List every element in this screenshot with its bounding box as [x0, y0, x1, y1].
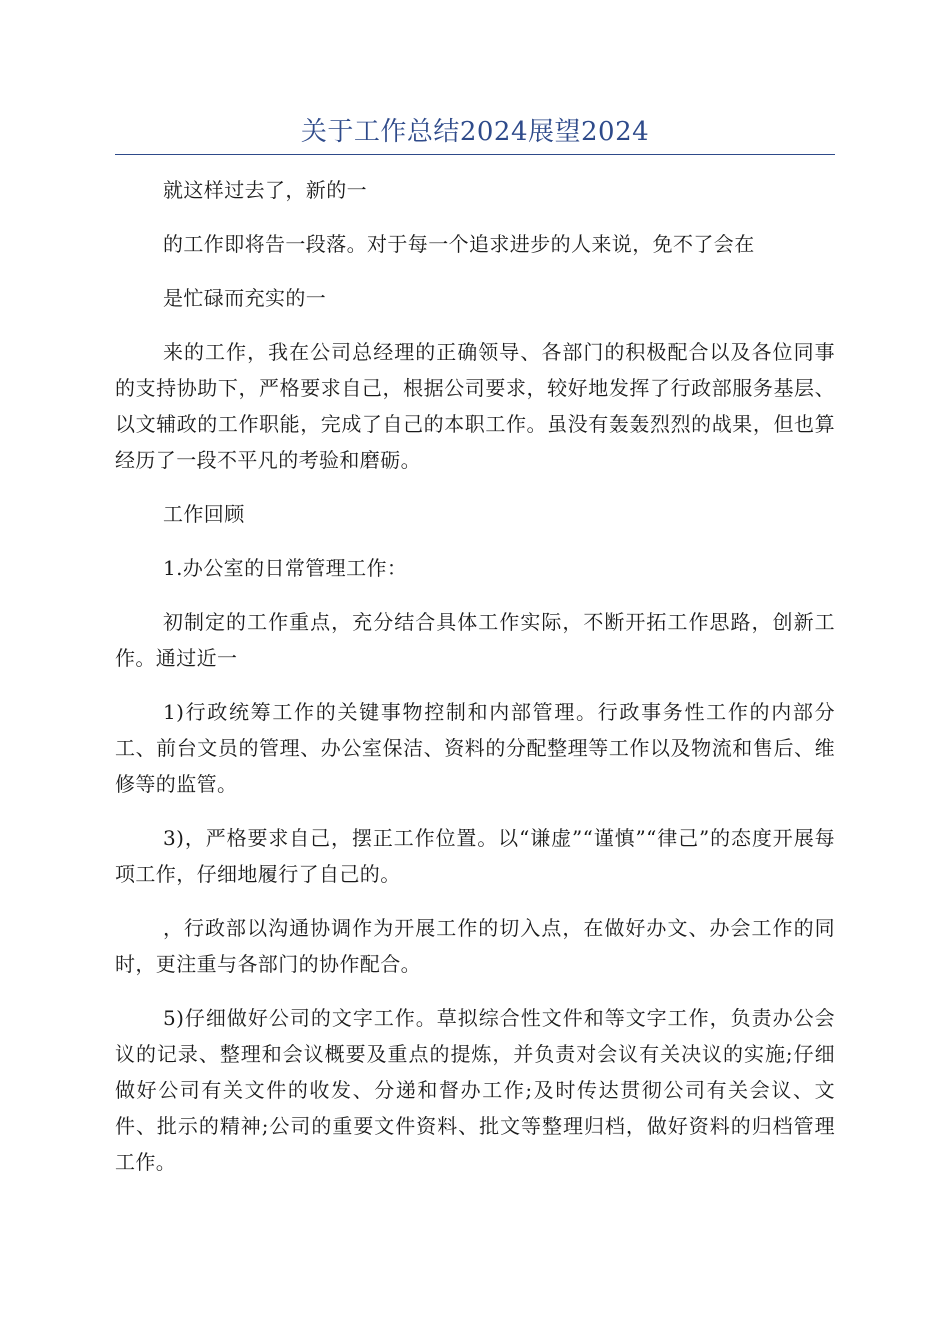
list-item: 1)行政统筹工作的关键事物控制和内部管理。行政事务性工作的内部分工、前台文员的管理、办公室保洁、资料的分配整理等工作以及物流和售后、维修等的监管。	[115, 700, 835, 796]
paragraph: 就这样过去了，新的一	[163, 178, 367, 202]
paragraph: 的工作即将告一段落。对于每一个追求进步的人来说，免不了会在	[163, 232, 755, 256]
paragraph: ，行政部以沟通协调作为开展工作的切入点，在做好办文、办会工作的同时，更注重与各部门的协作配合。	[115, 916, 835, 976]
list-item: 5)仔细做好公司的文字工作。草拟综合性文件和等文字工作，负责办公会议的记录、整理和会议概要及重点的提炼，并负责对会议有关决议的实施;仔细做好公司有关文件的收发、分递和督办工作;及时传达贯彻公司有关会议、文件、批示的精神;公司的重要文件资料、批文等整理归档，做好资料的归档管理工作。	[115, 1006, 835, 1174]
title-underline	[115, 154, 835, 155]
document-body	[115, 172, 835, 1198]
paragraph: 来的工作，我在公司总经理的正确领导、各部门的积极配合以及各位同事的支持协助下，严格要求自己，根据公司要求，较好地发挥了行政部服务基层、以文辅政的工作职能，完成了自己的本职工作。虽没有轰轰烈烈的战果，但也算经历了一段不平凡的考验和磨砺。	[115, 340, 835, 472]
subsection-heading: 1.办公室的日常管理工作：	[163, 556, 408, 580]
list-item: 3)，严格要求自己，摆正工作位置。以“谦虚”“谨慎”“律己”的态度开展每项工作，仔细地履行了自己的。	[115, 826, 835, 886]
document-title: 关于工作总结2024展望2024	[300, 117, 650, 147]
paragraph: 初制定的工作重点，充分结合具体工作实际，不断开拓工作思路，创新工作。通过近一	[115, 610, 835, 670]
paragraph: 是忙碌而充实的一	[163, 286, 327, 310]
section-heading: 工作回顾	[163, 502, 245, 526]
